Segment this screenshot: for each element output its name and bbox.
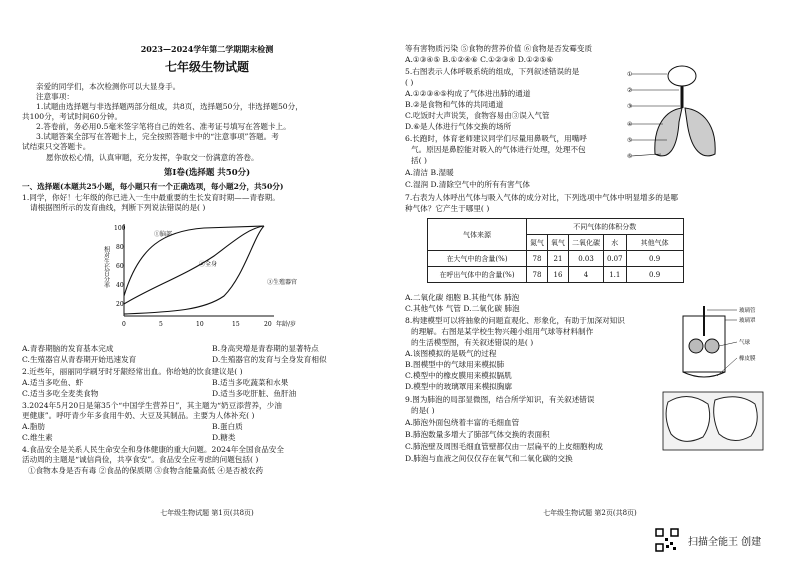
option: C.维生素	[22, 433, 53, 442]
row-label: 在大气中的含量(%)	[428, 251, 527, 267]
alveoli-micrograph	[663, 392, 763, 450]
option: B.适当多吃蔬菜和水果	[212, 378, 289, 387]
column-header: 水	[604, 235, 627, 251]
option: C.模型中的橡皮膜用来模拟膈肌	[405, 371, 512, 380]
cell: 0.07	[604, 251, 627, 267]
question-4: ①食物本身是否有毒 ②食品的保质期 ③食物含能量高低 ④是否被农药	[28, 466, 264, 475]
column-header: 二氧化碳	[569, 235, 604, 251]
column-header: 其他气体	[626, 235, 683, 251]
question-9: 9.图为肺泡的局部显微图，结合所学知识，有关叙述错误	[405, 395, 595, 404]
y-tick: 20	[116, 301, 124, 308]
option: A.脂肪	[22, 422, 46, 431]
head-outline	[668, 66, 696, 86]
question-4: 活动周的主题是“诚信尚俭，共享食安”。食品安全应考虑的问题包括( )	[22, 455, 259, 464]
option: D.模型中的玻璃罩用来模拟胸廓	[405, 382, 512, 391]
page-2	[405, 40, 775, 520]
y-tick: 40	[116, 282, 124, 289]
option: D.生殖器官的发育与全身发育相似	[212, 355, 327, 364]
cell: 4	[569, 267, 604, 283]
question-6: 6.长跑时，体育老师建议同学们尽量用鼻吸气，用嘴呼	[405, 134, 587, 143]
lung-model-diagram	[667, 306, 773, 384]
label: 玻璃管	[739, 308, 756, 314]
cell: 0.9	[626, 267, 683, 283]
label: 玻璃罩	[739, 318, 756, 324]
x-tick: 10	[196, 321, 204, 328]
label: ⑥	[627, 153, 633, 160]
intro-line: 3.试题答案全部写在答题卡上，完全按照答题卡中的“注意事项”答题。考	[36, 132, 279, 141]
table-header: 不同气体的体积分数	[527, 219, 684, 235]
question-8: 的理解。右图是某学校生物兴趣小组用气球等材料制作	[411, 327, 594, 336]
option: D.肺泡与血液之间仅仅存在氧气和二氧化碳的交换	[405, 454, 573, 463]
y-tick: 60	[116, 263, 124, 270]
intro-line: 亲爱的同学们，本次检测你可以大显身手。	[36, 82, 181, 91]
option: A.该图模拟的是吸气的过程	[405, 349, 497, 358]
option: C.湿润 D.清除空气中的所有有害气体	[405, 180, 530, 189]
series-label: ③生殖器官	[267, 279, 298, 286]
option: D.适当多吃肝脏、鱼肝油	[212, 389, 297, 398]
x-tick: 20	[264, 321, 272, 328]
option: A.适当多吃鱼、虾	[22, 378, 84, 387]
option: D.糖类	[212, 433, 236, 442]
option: B.图模型中的气球用来模拟肺	[405, 360, 505, 369]
balloon	[705, 339, 719, 353]
label: 气球	[739, 340, 751, 346]
text-line: A.①③④⑤ B.①②④⑥ C.①②③④ D.①②⑤⑥	[405, 55, 554, 64]
question-3: 3.2024年5月20日是第35个“中国学生营养日”，其主题为“奶豆添营养，少油	[22, 401, 282, 410]
series-label: ②全身	[199, 261, 218, 268]
exam-header: 2023—2024学年第二学期期末检测	[140, 44, 274, 54]
x-tick: 15	[232, 321, 240, 328]
question-8: 的生活模型图，有关叙述错误的是( )	[411, 338, 534, 347]
option: C.吃饭时大声说笑，食物容易由③误入气管	[405, 111, 550, 120]
gas-table	[427, 218, 684, 283]
column-header: 氮气	[527, 235, 548, 251]
option: C.其他气体 气管 D.二氧化碳 肺泡	[405, 304, 520, 313]
question-7: 种气体？它产生于哪里( )	[405, 204, 490, 213]
table-header: 气体来源	[428, 219, 527, 251]
growth-chart	[104, 216, 304, 336]
label: ⑤	[627, 137, 633, 144]
question-6: 括( )	[411, 156, 427, 165]
question-6: 气。原因是鼻腔能对吸入的气体进行处理，处理不包	[411, 145, 586, 154]
label: ②	[627, 87, 633, 94]
intro-line: 愿你放松心情，认真审题，充分发挥，争取交一份满意的答卷。	[46, 153, 259, 162]
series-label: ①脑部	[154, 231, 173, 238]
option: B.肺泡数量多增大了肺部气体交换的表面积	[405, 430, 550, 439]
table-row	[428, 267, 684, 283]
option: C.生殖器官从青春期开始迅速发育	[22, 355, 137, 364]
question-8: 8.构建模型可以将抽象的问题直观化、形象化，有助于加深对知识	[405, 316, 625, 325]
option: B.②是食物和气体的共同通道	[405, 100, 504, 109]
intro-line: 2.答卷前，务必用0.5毫米签字笔将自己的姓名、准考证号填写在答题卡上。	[36, 122, 291, 131]
section-instruction: 一、选择题(本题共25小题，每小题只有一个正确选项，每小题2分，共50分)	[22, 182, 284, 191]
label: ③	[627, 103, 633, 110]
option: D.⑥是人体进行气体交换的场所	[405, 122, 512, 131]
y-tick: 100	[114, 225, 126, 232]
question-4: 4.食品安全是关系人民生命安全和身体健康的重大问题。2024年全国食品安全	[22, 445, 284, 454]
intro-line: 试结束只交答题卡。	[22, 142, 91, 151]
option: A.清洁 B.湿暖	[405, 168, 454, 177]
y-axis-label: 相对生长百分率	[102, 246, 110, 288]
question-3: 更健康”。呼吁青少年多食用牛奶、大豆及其制品。主要为人体补充( )	[22, 411, 255, 420]
page-footer: 七年级生物试题 第1页(共8页)	[160, 509, 254, 517]
x-tick: 5	[159, 321, 163, 328]
option: A.①②③④⑤构成了气体进出肺的通道	[405, 89, 531, 98]
page-1	[22, 40, 392, 520]
question-1: 请根据图所示的发育曲线，判断下列说法错误的是( )	[30, 203, 206, 212]
question-5: ( )	[405, 78, 414, 87]
intro-line: 注意事项：	[36, 92, 74, 101]
exam-title: 七年级生物试题	[164, 60, 249, 74]
label: ①	[627, 71, 633, 78]
cell: 78	[527, 267, 548, 283]
cell: 1.1	[604, 267, 627, 283]
option: C.肺泡壁及周围毛细血管壁都仅由一层扁平的上皮细胞构成	[405, 442, 603, 451]
x-axis-label: 年龄/岁	[276, 321, 297, 328]
curve-body	[124, 226, 264, 304]
text-line: 等有害物质污染 ⑤食物的营养价值 ⑥食物是否发霉变质	[405, 44, 593, 53]
cell: 0.9	[626, 251, 683, 267]
section-title: 第Ⅰ卷(选择题 共50分)	[163, 168, 251, 178]
row-label: 在呼出气体中的含量(%)	[428, 267, 527, 283]
watermark-text: 扫描全能王 创建	[688, 537, 762, 548]
option: A.青春期脑的发育基本完成	[22, 344, 114, 353]
question-5: 5.右图表示人体呼吸系统的组成，下列叙述错误的是	[405, 67, 580, 76]
option: B.身高突增是青春期的显著特点	[212, 344, 319, 353]
question-2: 2.近些年，丽丽同学刷牙时牙龈经常出血。你给她的饮食建议是( )	[22, 367, 243, 376]
qr-code-icon	[655, 528, 679, 552]
option: B.蛋白质	[212, 422, 243, 431]
curve-brain	[124, 226, 264, 296]
table-row	[428, 251, 684, 267]
column-header: 氧气	[548, 235, 569, 251]
question-9: 的是( )	[411, 406, 435, 415]
page-footer: 七年级生物试题 第2页(共8页)	[543, 509, 637, 517]
label: 橡皮膜	[739, 356, 756, 362]
intro-line: 共100分，考试时间60分钟。	[22, 112, 123, 121]
option: C.适当多吃全麦类食物	[22, 389, 99, 398]
option: A.二氧化碳 细胞 B.其他气体 肺泡	[405, 293, 520, 302]
intro-line: 1.试题由选择题与非选择题两部分组成，共8页，选择题50分，非选择题50分，	[36, 102, 303, 111]
question-7: 7.右表为人体呼出气体与吸入气体的成分对比，下列选项中气体中明显增多的是哪	[405, 193, 679, 202]
label: ④	[627, 121, 633, 128]
x-tick: 0	[122, 321, 126, 328]
question-1: 1.同学，你好！七年级的你已进入一生中最重要的生长发育时期——青春期。	[22, 193, 280, 202]
curve-reproductive	[124, 226, 264, 314]
cell: 78	[527, 251, 548, 267]
cell: 16	[548, 267, 569, 283]
cell: 21	[548, 251, 569, 267]
option: A.肺泡外面包绕着丰富的毛细血管	[405, 418, 520, 427]
cell: 0.03	[569, 251, 604, 267]
y-tick: 80	[116, 244, 124, 251]
balloon	[689, 339, 703, 353]
